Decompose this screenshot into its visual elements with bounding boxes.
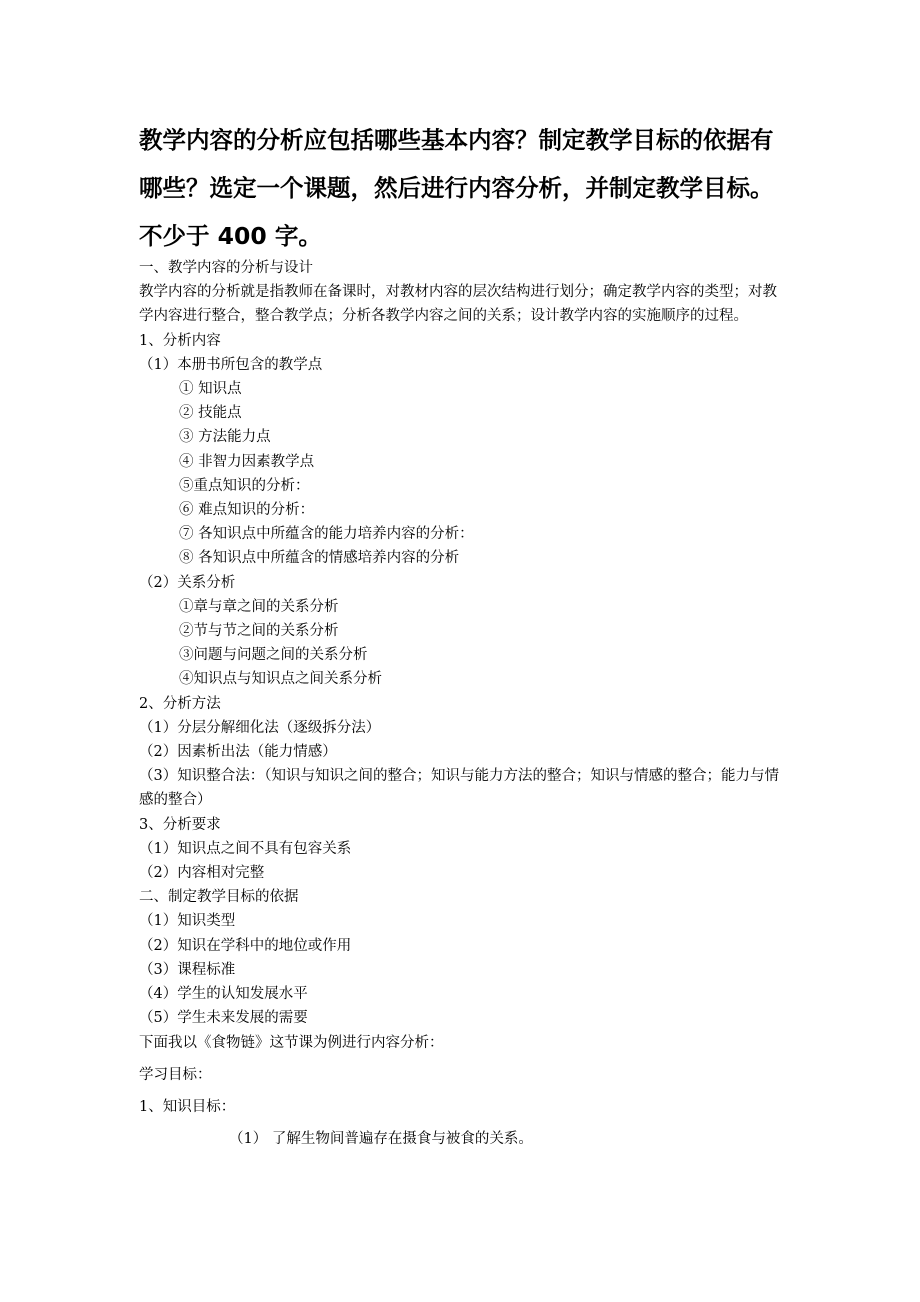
list-item: ⑥ 难点知识的分析： — [179, 502, 315, 519]
section-heading-2: 二、制定教学目标的依据 — [139, 889, 299, 906]
answer-body — [139, 256, 789, 1151]
list-item: （2）因素析出法（能力情感） — [139, 744, 337, 761]
knowledge-objective-label: 1、知识目标： — [139, 1098, 236, 1115]
list-item: （2）内容相对完整 — [139, 865, 265, 882]
list-item: ⑧ 各知识点中所蕴含的情感培养内容的分析 — [179, 550, 460, 567]
question-title: 教学内容的分析应包括哪些基本内容？制定教学目标的依据有哪些？选定一个课题，然后进行内容分析，并制定教学目标。不少于 400 字。 — [139, 126, 774, 250]
list-item: （2）知识在学科中的地位或作用 — [139, 937, 352, 954]
list-item: ⑦ 各知识点中所蕴含的能力培养内容的分析： — [179, 526, 474, 543]
list-item: ②节与节之间的关系分析 — [179, 623, 339, 640]
list-item: （3）课程标准 — [139, 961, 236, 978]
list-item: ⑤重点知识的分析： — [179, 477, 310, 494]
list-item: ③问题与问题之间的关系分析 — [179, 647, 368, 664]
section-intro-paragraph: 教学内容的分析就是指教师在备课时，对教材内容的层次结构进行划分；确定教学内容的类型；对教学内容进行整合，整合教学点；分析各教学内容之间的关系；设计教学内容的实施顺序的过程。 — [139, 284, 777, 325]
list-item: （1）分层分解细化法（逐级拆分法） — [139, 719, 381, 736]
list-item: （5）学生未来发展的需要 — [139, 1010, 308, 1027]
list-item: ① 知识点 — [179, 381, 242, 398]
list-item: ② 技能点 — [179, 405, 242, 422]
section-heading-1: 一、教学内容的分析与设计 — [139, 260, 313, 276]
list-item: ①章与章之间的关系分析 — [179, 598, 339, 615]
list-item: （1）知识点之间不具有包容关系 — [139, 840, 352, 857]
part-heading-analysis-requirements: 3、分析要求 — [139, 816, 221, 833]
list-item: （4）学生的认知发展水平 — [139, 986, 308, 1003]
list-item: （3）知识整合法：（知识与知识之间的整合；知识与能力方法的整合；知识与情感的整合；能力与情感的整合） — [139, 768, 779, 809]
example-intro: 下面我以《食物链》这节课为例进行内容分析： — [139, 1034, 444, 1051]
sub-heading-teaching-points: （1）本册书所包含的教学点 — [139, 356, 323, 373]
list-item: （1）知识类型 — [139, 913, 236, 930]
list-item: ④知识点与知识点之间关系分析 — [179, 671, 382, 688]
knowledge-objective-item: （1） 了解生物间普遍存在摄食与被食的关系。 — [229, 1131, 533, 1148]
list-item: ③ 方法能力点 — [179, 429, 271, 446]
list-item: ④ 非智力因素教学点 — [179, 453, 315, 470]
part-heading-analysis-content: 1、分析内容 — [139, 332, 221, 349]
objectives-label: 学习目标： — [139, 1066, 212, 1083]
part-heading-analysis-method: 2、分析方法 — [139, 695, 221, 712]
sub-heading-relationship-analysis: （2）关系分析 — [139, 574, 236, 591]
